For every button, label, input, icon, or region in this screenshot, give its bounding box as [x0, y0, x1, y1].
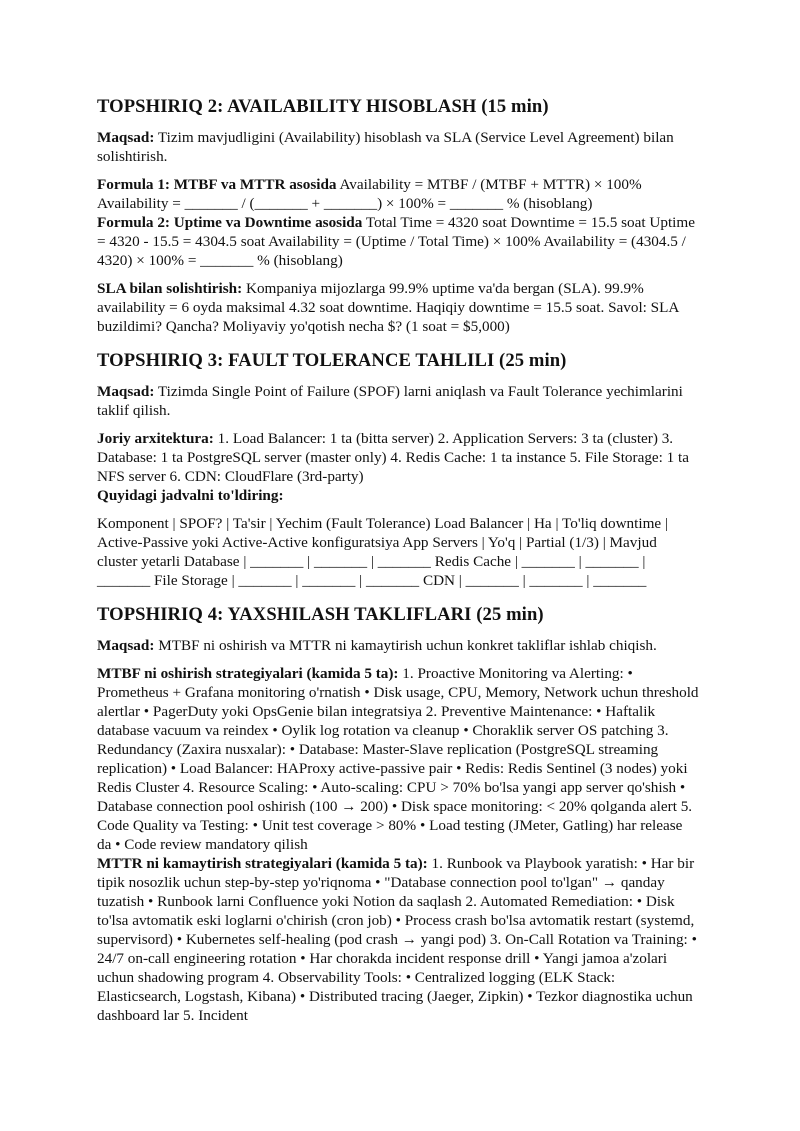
mtbf-paragraph [97, 664, 700, 854]
section-availability [97, 96, 700, 336]
mtbf-label: MTBF ni oshirish strategiyalari (kamida 5 ta): [97, 665, 399, 682]
maqsad-paragraph [97, 128, 700, 166]
maqsad-paragraph [97, 382, 700, 420]
section-title: TOPSHIRIQ 2: AVAILABILITY HISOBLASH (15 min) [97, 96, 549, 117]
maqsad-label: Maqsad: [97, 383, 155, 400]
maqsad-text: Tizimda Single Point of Failure (SPOF) larni aniqlash va Fault Tolerance yechimlarini taklif qilish. [97, 383, 683, 419]
formula-2-text: Total Time = 4320 soat Downtime = 15.5 soat Uptime = 4320 - 15.5 = 4304.5 soat Availability = (Uptime / Total Time) × 100% Availability = (4304.5 / 4320) × 100% = _______ % (hisoblang) [97, 214, 695, 269]
mttr-text: 1. Runbook va Playbook yaratish: • Har bir tipik nosozlik uchun step-by-step yo'riqnoma • "Database connection pool to'lgan" → qanday tuzatish • Runbook larni Confluence yoki Notion da saqlash 2. Automated Remediation: • Disk to'lsa avtomatik eski loglarni o'chirish (cron job) • Process crash bo'lsa avtomatik restart (systemd, supervisord) • Kubernetes self-healing (pod crash → yangi pod) 3. On-Call Rotation va Training: • 24/7 on-call engineering rotation • Har chorakda incident response drill • Yangi jamoa a'zolari uchun shadowing program 4. Observability Tools: • Centralized logging (ELK Stack: Elasticsearch, Logstash, Kibana) • Distributed tracing (Jaeger, Zipkin) • Tezkor diagnostika uchun dashboard lar 5. Incident [97, 855, 697, 1024]
section-improvements [97, 604, 700, 1025]
mttr-label: MTTR ni kamaytirish strategiyalari (kamida 5 ta): [97, 855, 428, 872]
maqsad-text: Tizim mavjudligini (Availability) hisoblash va SLA (Service Level Agreement) bilan solishtirish. [97, 129, 674, 165]
maqsad-label: Maqsad: [97, 129, 155, 146]
formula-1-paragraph [97, 175, 700, 213]
mttr-paragraph [97, 854, 700, 1025]
sla-text: Kompaniya mijozlarga 99.9% uptime va'da bergan (SLA). 99.9% availability = 6 oyda maksimal 4.32 soat downtime. Haqiqiy downtime = 15.5 soat. Savol: SLA buzildimi? Qancha? Moliyaviy yo'qotish necha $? (1 soat = $5,000) [97, 280, 679, 335]
formula-1-label: Formula 1: MTBF va MTTR asosida [97, 176, 337, 193]
maqsad-text: MTBF ni oshirish va MTTR ni kamaytirish uchun konkret takliflar ishlab chiqish. [154, 637, 657, 654]
sla-label: SLA bilan solishtirish: [97, 280, 243, 297]
table-label: Quyidagi jadvalni to'ldiring: [97, 487, 284, 504]
formula-2-label: Formula 2: Uptime va Downtime asosida [97, 214, 363, 231]
architecture-paragraph [97, 429, 700, 486]
maqsad-paragraph [97, 636, 700, 655]
table-instruction [97, 486, 700, 505]
section-title: TOPSHIRIQ 4: YAXSHILASH TAKLIFLARI (25 min) [97, 604, 544, 625]
sla-paragraph [97, 279, 700, 336]
table-text-paragraph: Komponent | SPOF? | Ta'sir | Yechim (Fault Tolerance) Load Balancer | Ha | To'liq downtime | Active-Passive yoki Active-Active konfiguratsiya App Servers | Yo'q | Partial (1/3) | Mavjud cluster yetarli Database | _______ | _______ | _______ Redis Cache | _______ | _______ | _______ File Storage | _______ | _______ | _______ CDN | _______ | _______ | _______ [97, 515, 668, 589]
architecture-text: 1. Load Balancer: 1 ta (bitta server) 2. Application Servers: 3 ta (cluster) 3. Database: 1 ta PostgreSQL server (master only) 4. Redis Cache: 1 ta instance 5. File Storage: 1 ta NFS server 6. CDN: CloudFlare (3rd-party) [97, 430, 690, 485]
section-fault-tolerance [97, 350, 700, 590]
architecture-label: Joriy arxitektura: [97, 430, 214, 447]
formula-2-paragraph [97, 213, 700, 270]
mtbf-text: 1. Proactive Monitoring va Alerting: • Prometheus + Grafana monitoring o'rnatish • Disk usage, CPU, Memory, Network uchun threshold alertlar • PagerDuty yoki OpsGenie bilan integratsiya 2. Preventive Maintenance: • Haftalik database vacuum va reindex • Oylik log rotation va cleanup • Choraklik server OS patching 3. Redundancy (Zaxira nusxalar): • Database: Master-Slave replication (PostgreSQL streaming replication) • Load Balancer: HAProxy active-passive pair • Redis: Redis Sentinel (3 nodes) yoki Redis Cluster 4. Resource Scaling: • Auto-scaling: CPU > 70% bo'lsa yangi app server qo'shish • Database connection pool oshirish (100 → 200) • Disk space monitoring: < 20% qolganda alert 5. Code Quality va Testing: • Unit test coverage > 80% • Load testing (JMeter, Gatling) har release da • Code review mandatory qilish [97, 665, 699, 853]
maqsad-label: Maqsad: [97, 637, 155, 654]
section-title: TOPSHIRIQ 3: FAULT TOLERANCE TAHLILI (25 min) [97, 350, 567, 371]
formula-1-text: Availability = MTBF / (MTBF + MTTR) × 100% Availability = _______ / (_______ + _______) × 100% = _______ % (hisoblang) [97, 176, 642, 212]
